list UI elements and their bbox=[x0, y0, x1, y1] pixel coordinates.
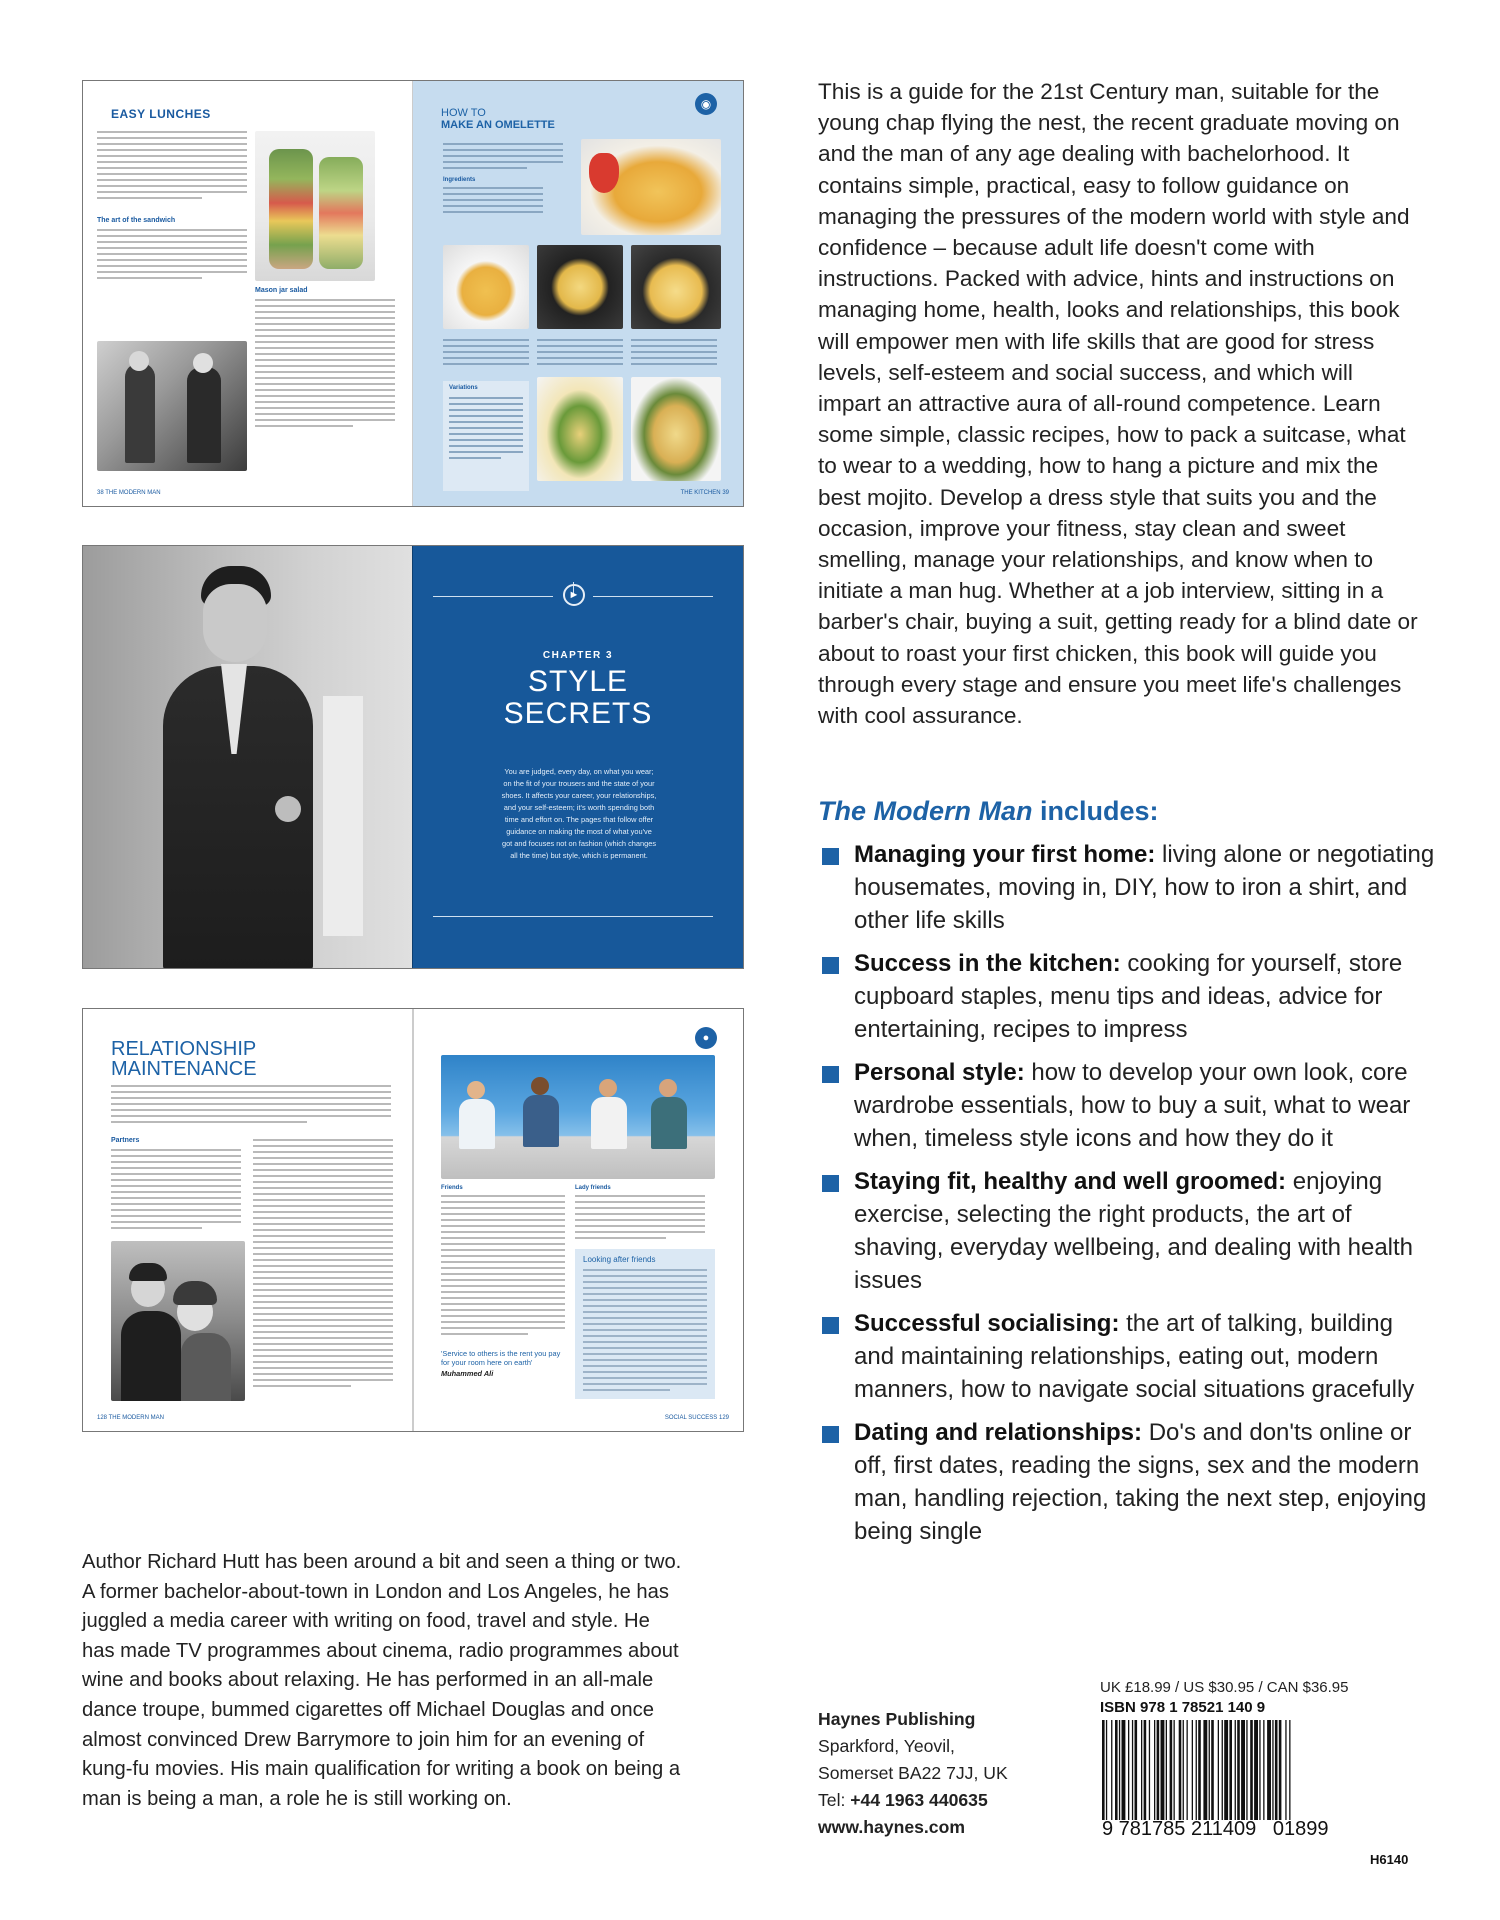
omelette-pan-photo bbox=[631, 245, 721, 329]
publisher-website[interactable]: www.haynes.com bbox=[818, 1817, 965, 1837]
bullet-square-icon bbox=[822, 1175, 839, 1192]
includes-heading: The Modern Man includes: bbox=[818, 796, 1159, 826]
step-1-text bbox=[443, 339, 529, 369]
page-number: THE KITCHEN 39 bbox=[680, 490, 729, 496]
barcode-digits: 9 781785 211409 01899 bbox=[1102, 1818, 1329, 1840]
book-description: This is a guide for the 21st Century man, suitable for the young chap flying the nest, the recent graduate moving on and the man of any age dealing with bachelorhood. It contains simple, practical, easy to follow guidance on managing the pressures of the modern world with style and confidence – because adult life doesn't come with instructions. Packed with advice, hints and instructions on managing home, health, looks and relationships, this book will empower men with life skills that are good for stress levels, self-esteem and social success, and which will impart an attractive aura of all-round competence. Learn some simple, classic recipes, how to pack a suitcase, what to wear to a wedding, how to hang a picture and mix the best mojito. Develop a dress style that suits you and the occasion, improve your fitness, stay clean and sweet smelling, manage your relationships, and know when to initiate a man hug. Whether at a job interview, sitting in a barber's chair, buying a suit, getting ready for a blind date or about to roast your first chicken, this book will guide you through every stage and ensure you meet life's challenges with cool assurance. bbox=[818, 79, 1418, 729]
list-item: Successful socialising: the art of talking, building and maintaining relationships, eating out, modern manners, how to navigate social situations gracefully bbox=[818, 1307, 1438, 1406]
publisher-address-line2: Somerset BA22 7JJ, UK bbox=[818, 1763, 1008, 1783]
variations-box: Variations bbox=[443, 381, 529, 491]
step-3-text bbox=[631, 339, 717, 369]
plate-icon: ◉ bbox=[695, 93, 717, 115]
mason-jar-photo bbox=[255, 131, 375, 281]
publisher-name: Haynes Publishing bbox=[818, 1709, 976, 1729]
subheading: Partners bbox=[111, 1137, 140, 1144]
man-in-suit-photo bbox=[143, 546, 343, 968]
body-text bbox=[441, 1195, 565, 1339]
subheading: Lady friends bbox=[575, 1185, 611, 1191]
chapter-title: STYLE SECRETS bbox=[503, 665, 653, 730]
publisher-address-line1: Sparkford, Yeovil, bbox=[818, 1736, 955, 1756]
step-2-text bbox=[537, 339, 623, 369]
list-item: Personal style: how to develop your own look, core wardrobe essentials, how to buy a suit, what to wear when, timeless style icons and how they do it bbox=[818, 1056, 1438, 1155]
page-number: 128 THE MODERN MAN bbox=[97, 1415, 164, 1421]
omelette-photo bbox=[581, 139, 721, 235]
pull-quote: 'Service to others is the rent you pay for your room here on earth' Muhammed Ali bbox=[441, 1349, 561, 1378]
body-text bbox=[111, 1149, 241, 1233]
page-omelette bbox=[413, 81, 743, 506]
author-bio: Author Richard Hutt has been around a bit and seen a thing or two. A former bachelor-about-town in London and Los Angeles, he has juggled a media career with writing on food, travel and style. He has made TV programmes about cinema, radio programmes about wine and books about relaxing. He has performed in an all-male dance troupe, bummed cigarettes off Michael Douglas and once almost convinced Drew Barrymore to join him for an evening of kung-fu movies. His main qualification for writing a book on being a man is being a man, a role he is still working on. bbox=[82, 1551, 682, 1810]
page-heading: HOW TO MAKE AN OMELETTE bbox=[441, 107, 555, 131]
body-text bbox=[97, 131, 247, 203]
subheading: Ingredients bbox=[443, 177, 476, 183]
tie-icon: ► bbox=[563, 584, 585, 606]
vintage-couple-photo bbox=[111, 1241, 245, 1401]
list-item: Staying fit, healthy and well groomed: enjoying exercise, selecting the right products, the art of shaving, everyday wellbeing, and dealing with health issues bbox=[818, 1165, 1438, 1297]
ingredients-list bbox=[443, 187, 543, 217]
spread-easy-lunches bbox=[82, 80, 744, 507]
subheading: The art of the sandwich bbox=[97, 217, 176, 224]
page-chapter-3 bbox=[413, 546, 743, 968]
page-social-success bbox=[413, 1009, 743, 1431]
body-text bbox=[97, 229, 247, 283]
subheading: Friends bbox=[441, 1185, 463, 1191]
page-number: SOCIAL SUCCESS 129 bbox=[664, 1415, 729, 1421]
subheading: Mason jar salad bbox=[255, 287, 308, 294]
price-line: UK £18.99 / US $30.95 / CAN $36.95 bbox=[1100, 1679, 1349, 1696]
publisher-info bbox=[818, 1706, 1068, 1841]
spread-relationship-maintenance bbox=[82, 1008, 744, 1432]
frying-pan-photo bbox=[537, 245, 623, 329]
looking-after-friends-box: Looking after friends bbox=[575, 1249, 715, 1399]
page-heading: EASY LUNCHES bbox=[111, 107, 211, 121]
chapter-label: CHAPTER 3 bbox=[542, 650, 614, 661]
isbn-line: ISBN 978 1 78521 140 9 bbox=[1100, 1699, 1266, 1716]
page-vintage-portrait bbox=[83, 546, 413, 968]
bullet-square-icon bbox=[822, 1317, 839, 1334]
page-heading: RELATIONSHIP MAINTENANCE bbox=[111, 1038, 257, 1080]
list-item: Success in the kitchen: cooking for yourself, store cupboard staples, menu tips and ideas, advice for entertaining, recipes to impress bbox=[818, 947, 1438, 1046]
vintage-men-photo bbox=[97, 341, 247, 471]
page-relationships bbox=[83, 1009, 413, 1431]
bullet-square-icon bbox=[822, 1066, 839, 1083]
beaten-eggs-photo bbox=[443, 245, 529, 329]
spinach-omelette-photo bbox=[537, 377, 623, 481]
people-icon: ● bbox=[695, 1027, 717, 1049]
bullet-square-icon bbox=[822, 1426, 839, 1443]
intro-text bbox=[111, 1085, 391, 1127]
body-text bbox=[443, 143, 563, 173]
page-number: 38 THE MODERN MAN bbox=[97, 490, 161, 496]
filled-omelette-photo bbox=[631, 377, 721, 481]
page-easy-lunches bbox=[83, 81, 413, 506]
chapter-blurb: You are judged, every day, on what you wear; on the fit of your trousers and the state of your shoes. It affects your career, your relationships, and your self-esteem; it's worth spending both time and effort on. The pages that follow offer guidance on making the most of what you've got and focuses not on fashion (which changes all the time) but style, which is permanent. bbox=[501, 767, 657, 860]
product-code: H6140 bbox=[1370, 1852, 1409, 1867]
spread-style-secrets bbox=[82, 545, 744, 969]
publisher-tel: Tel: +44 1963 440635 bbox=[818, 1790, 988, 1810]
body-text bbox=[255, 299, 395, 431]
list-item: Managing your first home: living alone or negotiating housemates, moving in, DIY, how to iron a shirt, and other life skills bbox=[818, 838, 1438, 937]
list-item: Dating and relationships: Do's and don'ts online or off, first dates, reading the signs, sex and the modern man, handling rejection, taking the next step, enjoying being single bbox=[818, 1416, 1438, 1548]
bullet-square-icon bbox=[822, 848, 839, 865]
bullet-list bbox=[253, 1139, 393, 1391]
bullet-square-icon bbox=[822, 957, 839, 974]
barcode-icon bbox=[1102, 1720, 1414, 1820]
includes-list bbox=[818, 838, 1438, 1558]
body-text bbox=[575, 1195, 705, 1243]
friends-photo bbox=[441, 1055, 715, 1179]
